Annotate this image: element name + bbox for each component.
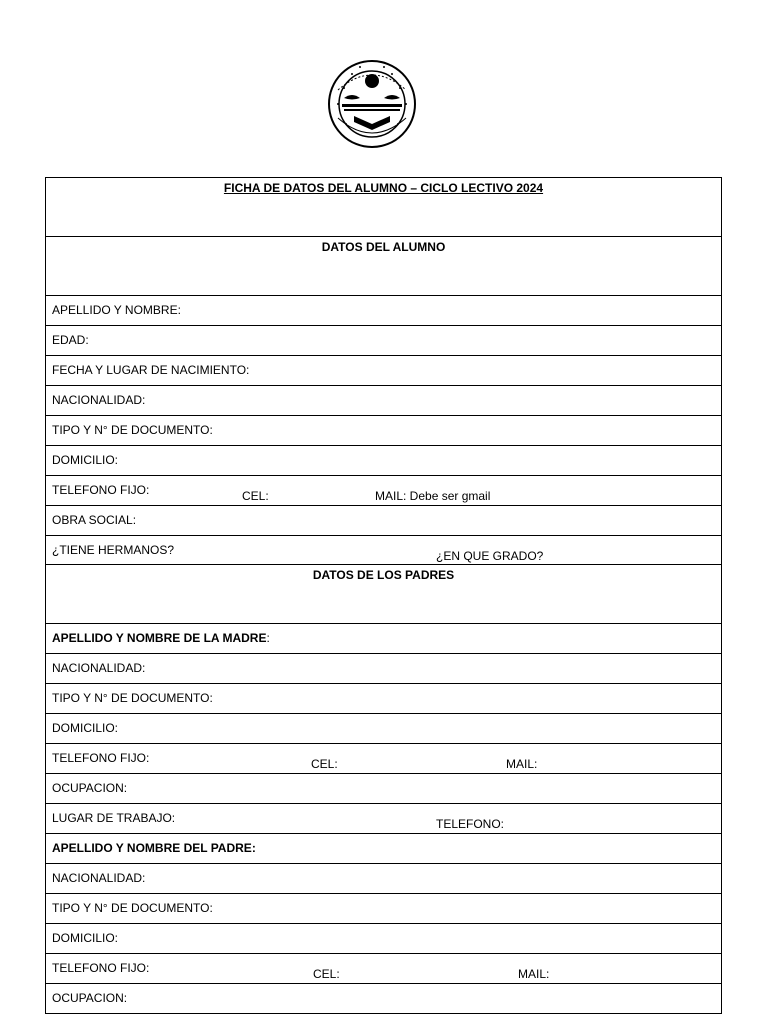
mother-phone-label: TELEFONO FIJO: xyxy=(52,751,150,765)
father-name-label xyxy=(52,840,256,856)
mother-name-row[interactable] xyxy=(46,624,722,654)
student-mail-label: MAIL: Debe ser gmail xyxy=(375,489,491,503)
student-section-cell xyxy=(46,237,722,296)
mother-address-label: DOMICILIO: xyxy=(52,721,119,735)
student-age-label: EDAD: xyxy=(52,333,89,347)
mother-nationality-label: NACIONALIDAD: xyxy=(52,661,146,675)
father-address-label: DOMICILIO: xyxy=(52,931,119,945)
student-nationality-row[interactable] xyxy=(46,386,722,416)
father-phone-label: TELEFONO FIJO: xyxy=(52,961,150,975)
school-seal-icon xyxy=(324,58,420,150)
father-occupation-row[interactable] xyxy=(46,984,722,1014)
parents-section-row xyxy=(46,565,722,624)
father-contact-row[interactable] xyxy=(46,954,722,984)
mother-workplace-label: LUGAR DE TRABAJO: xyxy=(52,811,176,825)
form-title-row xyxy=(46,178,722,237)
student-address-label: DOMICILIO: xyxy=(52,453,119,467)
student-document-label: TIPO Y N° DE DOCUMENTO: xyxy=(52,423,213,437)
father-occupation-label: OCUPACION: xyxy=(52,991,128,1005)
mother-cel-label: CEL: xyxy=(311,757,338,771)
student-siblings-label: ¿TIENE HERMANOS? xyxy=(52,543,175,557)
mother-document-row[interactable] xyxy=(46,684,722,714)
father-name-label-text: APELLIDO Y NOMBRE DEL PADRE xyxy=(52,841,252,855)
mother-occupation-label: OCUPACION: xyxy=(52,781,128,795)
student-name-row[interactable] xyxy=(46,296,722,326)
mother-name-field[interactable] xyxy=(46,624,722,654)
father-address-row[interactable] xyxy=(46,924,722,954)
mother-work-phone-label: TELEFONO: xyxy=(436,817,505,831)
father-nationality-label: NACIONALIDAD: xyxy=(52,871,146,885)
father-document-row[interactable] xyxy=(46,894,722,924)
parents-section-heading: DATOS DE LOS PADRES xyxy=(312,568,455,582)
father-contact-field[interactable] xyxy=(46,954,722,984)
student-grade-label: ¿EN QUE GRADO? xyxy=(436,549,544,563)
mother-name-colon: : xyxy=(266,631,270,645)
student-name-field[interactable] xyxy=(46,296,722,326)
student-birth-label: FECHA Y LUGAR DE NACIMIENTO: xyxy=(52,363,250,377)
student-insurance-label: OBRA SOCIAL: xyxy=(52,513,137,527)
student-phone-label: TELEFONO FIJO: xyxy=(52,483,150,497)
mother-document-field[interactable] xyxy=(46,684,722,714)
student-document-row[interactable] xyxy=(46,416,722,446)
student-age-field[interactable] xyxy=(46,326,722,356)
mother-address-row[interactable] xyxy=(46,714,722,744)
student-birth-field[interactable] xyxy=(46,356,722,386)
student-age-row[interactable] xyxy=(46,326,722,356)
student-address-row[interactable] xyxy=(46,446,722,476)
mother-workplace-row[interactable] xyxy=(46,804,722,834)
father-nationality-field[interactable] xyxy=(46,864,722,894)
father-nationality-row[interactable] xyxy=(46,864,722,894)
mother-mail-label: MAIL: xyxy=(506,757,538,771)
student-address-field[interactable] xyxy=(46,446,722,476)
mother-nationality-row[interactable] xyxy=(46,654,722,684)
student-section-row xyxy=(46,237,722,296)
form-title-cell xyxy=(46,178,722,237)
mother-name-label xyxy=(52,630,270,646)
mother-document-label: TIPO Y N° DE DOCUMENTO: xyxy=(52,691,213,705)
student-insurance-row[interactable] xyxy=(46,506,722,536)
mother-contact-field[interactable] xyxy=(46,744,722,774)
student-siblings-row[interactable] xyxy=(46,536,722,565)
student-siblings-field[interactable] xyxy=(46,536,722,565)
student-birth-row[interactable] xyxy=(46,356,722,386)
student-nationality-label: NACIONALIDAD: xyxy=(52,393,146,407)
student-data-form xyxy=(45,177,722,1014)
student-document-field[interactable] xyxy=(46,416,722,446)
father-name-field[interactable] xyxy=(46,834,722,864)
student-section-heading: DATOS DEL ALUMNO xyxy=(321,240,446,254)
parents-section-cell xyxy=(46,565,722,624)
mother-workplace-field[interactable] xyxy=(46,804,722,834)
student-contact-row[interactable] xyxy=(46,476,722,506)
mother-contact-row[interactable] xyxy=(46,744,722,774)
student-insurance-field[interactable] xyxy=(46,506,722,536)
father-name-row[interactable] xyxy=(46,834,722,864)
form-title: FICHA DE DATOS DEL ALUMNO – CICLO LECTIVO 2024 xyxy=(223,181,544,195)
mother-occupation-row[interactable] xyxy=(46,774,722,804)
mother-occupation-field[interactable] xyxy=(46,774,722,804)
student-contact-field[interactable] xyxy=(46,476,722,506)
student-nationality-field[interactable] xyxy=(46,386,722,416)
father-name-colon: : xyxy=(251,841,256,855)
mother-nationality-field[interactable] xyxy=(46,654,722,684)
father-document-label: TIPO Y N° DE DOCUMENTO: xyxy=(52,901,213,915)
father-mail-label: MAIL: xyxy=(518,967,550,981)
mother-address-field[interactable] xyxy=(46,714,722,744)
father-document-field[interactable] xyxy=(46,894,722,924)
father-occupation-field[interactable] xyxy=(46,984,722,1014)
student-cel-label: CEL: xyxy=(242,489,269,503)
student-name-label: APELLIDO Y NOMBRE: xyxy=(52,303,181,317)
father-cel-label: CEL: xyxy=(313,967,340,981)
mother-name-label-text: APELLIDO Y NOMBRE DE LA MADRE xyxy=(52,631,267,645)
father-address-field[interactable] xyxy=(46,924,722,954)
